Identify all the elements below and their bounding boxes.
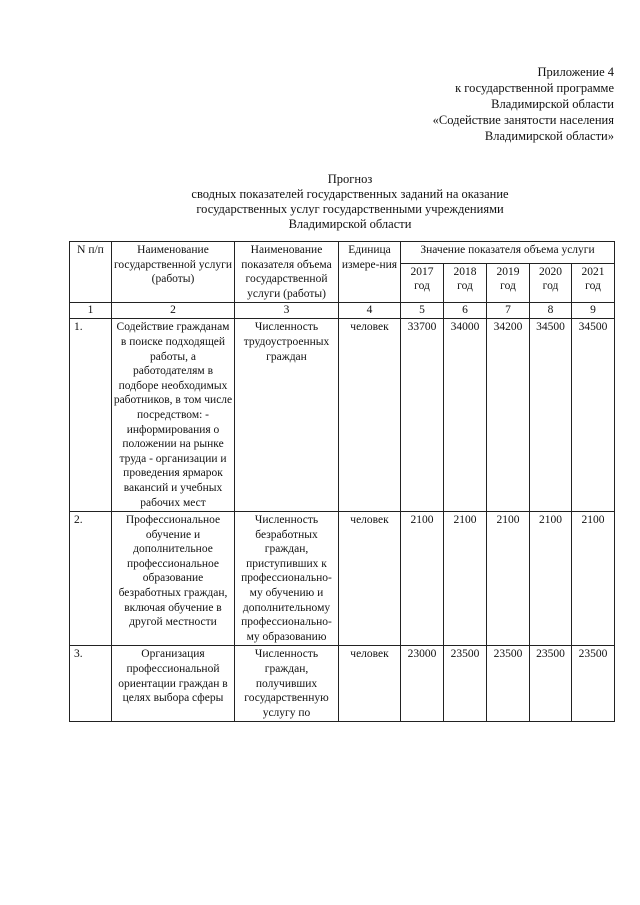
row-value: 33700	[401, 319, 444, 512]
row-service: Организация профессиональной ориентации граждан в целях выбора сферы	[112, 646, 235, 722]
row-value: 23500	[572, 646, 615, 722]
column-number: 7	[487, 303, 530, 319]
row-unit: человек	[339, 319, 401, 512]
row-unit: человек	[339, 646, 401, 722]
row-value: 23500	[530, 646, 572, 722]
header-year: 2021 год	[572, 263, 615, 303]
row-value: 23500	[444, 646, 487, 722]
document-title	[150, 172, 550, 232]
row-value: 34500	[530, 319, 572, 512]
column-number: 8	[530, 303, 572, 319]
title-line: государственных услуг государственными учреждениями	[196, 202, 504, 216]
row-value: 34200	[487, 319, 530, 512]
row-value: 34000	[444, 319, 487, 512]
row-value: 23500	[487, 646, 530, 722]
column-number: 4	[339, 303, 401, 319]
row-service: Содействие гражданам в поиске подходящей работы, а работодателям в подборе необходимых работников, в том числе посредством: - информирования о положении на рынке труда - организации и проведения ярмарок вакансий и учебных рабочих мест	[112, 319, 235, 512]
appendix-line: к государственной программе	[455, 81, 614, 95]
header-values-group: Значение показателя объема услуги	[401, 242, 615, 264]
column-number: 2	[112, 303, 235, 319]
column-number: 6	[444, 303, 487, 319]
header-num: N п/п	[70, 242, 112, 303]
header-service: Наименование государственной услуги (работы)	[112, 242, 235, 303]
row-indicator: Численность безработных граждан, приступивших к профессионально-му обучению и дополнительному профессионально-му образованию	[235, 512, 339, 646]
header-year: 2019 год	[487, 263, 530, 303]
row-value: 2100	[444, 512, 487, 646]
appendix-line: Владимирской области»	[484, 129, 614, 143]
row-num: 3.	[70, 646, 112, 722]
forecast-table	[69, 241, 615, 722]
appendix-line: «Содействие занятости населения	[432, 113, 614, 127]
row-value: 34500	[572, 319, 615, 512]
row-value: 2100	[401, 512, 444, 646]
row-indicator: Численность трудоустроенных граждан	[235, 319, 339, 512]
column-number: 9	[572, 303, 615, 319]
title-line: Прогноз	[327, 172, 373, 186]
header-unit: Единица измере-ния	[339, 242, 401, 303]
row-num: 2.	[70, 512, 112, 646]
table-row	[70, 646, 615, 722]
column-number: 3	[235, 303, 339, 319]
row-num: 1.	[70, 319, 112, 512]
appendix-line: Владимирской области	[491, 97, 614, 111]
row-value: 2100	[487, 512, 530, 646]
header-indicator: Наименование показателя объема государственной услуги (работы)	[235, 242, 339, 303]
title-line: Владимирской области	[288, 217, 412, 231]
table-row	[70, 512, 615, 646]
appendix-block	[433, 64, 614, 144]
header-year: 2020 год	[530, 263, 572, 303]
row-unit: человек	[339, 512, 401, 646]
title-line: сводных показателей государственных заданий на оказание	[191, 187, 509, 201]
header-year: 2017 год	[401, 263, 444, 303]
row-value: 2100	[572, 512, 615, 646]
column-number: 1	[70, 303, 112, 319]
column-numbers-row	[70, 303, 615, 319]
appendix-line: Приложение 4	[537, 65, 614, 79]
header-year: 2018 год	[444, 263, 487, 303]
row-value: 2100	[530, 512, 572, 646]
column-number: 5	[401, 303, 444, 319]
row-value: 23000	[401, 646, 444, 722]
row-service: Профессиональное обучение и дополнительное профессиональное образование безработных граждан, включая обучение в другой местности	[112, 512, 235, 646]
row-indicator: Численность граждан, получивших государственную услугу по	[235, 646, 339, 722]
table-row	[70, 319, 615, 512]
